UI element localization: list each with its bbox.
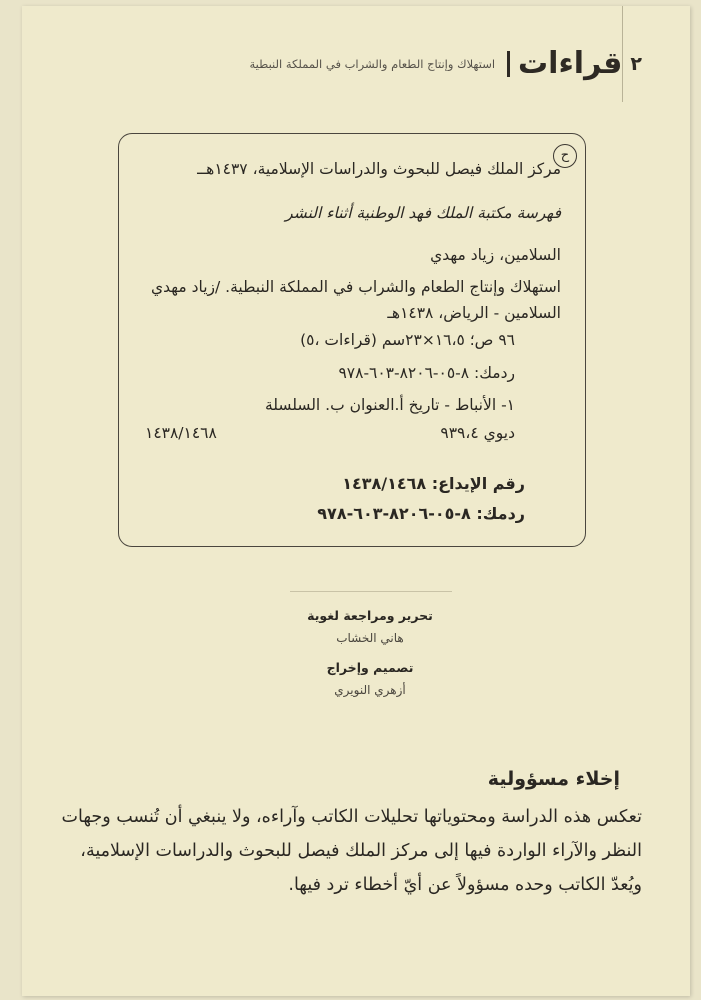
design-title: تصميم وإخراج	[326, 660, 414, 675]
title-statement: استهلاك وإنتاج الطعام والشراب في المملكة النبطية. /زياد مهدي السلامين - الرياض، ١٤٣٨هـ	[150, 278, 561, 322]
deposit-number: رقم الإيداع: ١٤٣٨/١٤٦٨	[342, 474, 525, 493]
dewey-label: ديوي ٩٣٩،٤	[440, 424, 515, 442]
author-entry: السلامين، زياد مهدي	[430, 246, 561, 264]
book-page	[22, 6, 690, 996]
design-credit	[264, 660, 476, 697]
header-subtitle: استهلاك وإنتاج الطعام والشراب في المملكة النبطية	[249, 56, 496, 71]
editing-title: تحرير ومراجعة لغوية	[307, 608, 433, 623]
editing-name: هاني الخشاب	[336, 631, 404, 645]
section-divider	[290, 591, 452, 592]
physical-description: ٩٦ ص؛ ١٦،٥×٢٣سم (قراءات ،٥)	[300, 331, 515, 349]
disclaimer-title: إخلاء مسؤولية	[487, 768, 620, 790]
catalog-heading: فهرسة مكتبة الملك فهد الوطنية أثناء النشر	[285, 204, 561, 222]
isbn-line: ردمك: ٨-٠٥-٨٢٠٦-٦٠٣-٩٧٨	[338, 364, 515, 382]
disclaimer-body: تعكس هذه الدراسة ومحتوياتها تحليلات الكاتب وآراءه، ولا ينبغي أن تُنسب وجهات النظر والآراء الواردة فيها إلى مركز الملك فيصل للبحوث والدراسات الإسلامية، ويُعدّ الكاتب وحده مسؤولاً عن أيّ أخطاء ترد فيها.	[61, 807, 642, 895]
series-logo: قراءات	[518, 46, 623, 81]
editing-credit	[264, 608, 476, 645]
cataloging-card	[118, 133, 586, 547]
subjects-line: ١- الأنباط - تاريخ أ.العنوان ب. السلسلة	[264, 396, 515, 414]
isbn-final: ردمك: ٨-٠٥-٨٢٠٦-٦٠٣-٩٧٨	[317, 504, 525, 523]
dewey-row	[145, 424, 515, 442]
header-divider	[507, 51, 510, 77]
design-name: أزهري النويري	[334, 683, 406, 697]
running-header	[250, 46, 642, 81]
dewey-code: ١٤٣٨/١٤٦٨	[145, 424, 217, 442]
page-number: ٢	[630, 52, 642, 75]
copyright-line: مركز الملك فيصل للبحوث والدراسات الإسلامية، ١٤٣٧هــ	[197, 160, 561, 178]
copyright-symbol: ح	[553, 144, 577, 168]
